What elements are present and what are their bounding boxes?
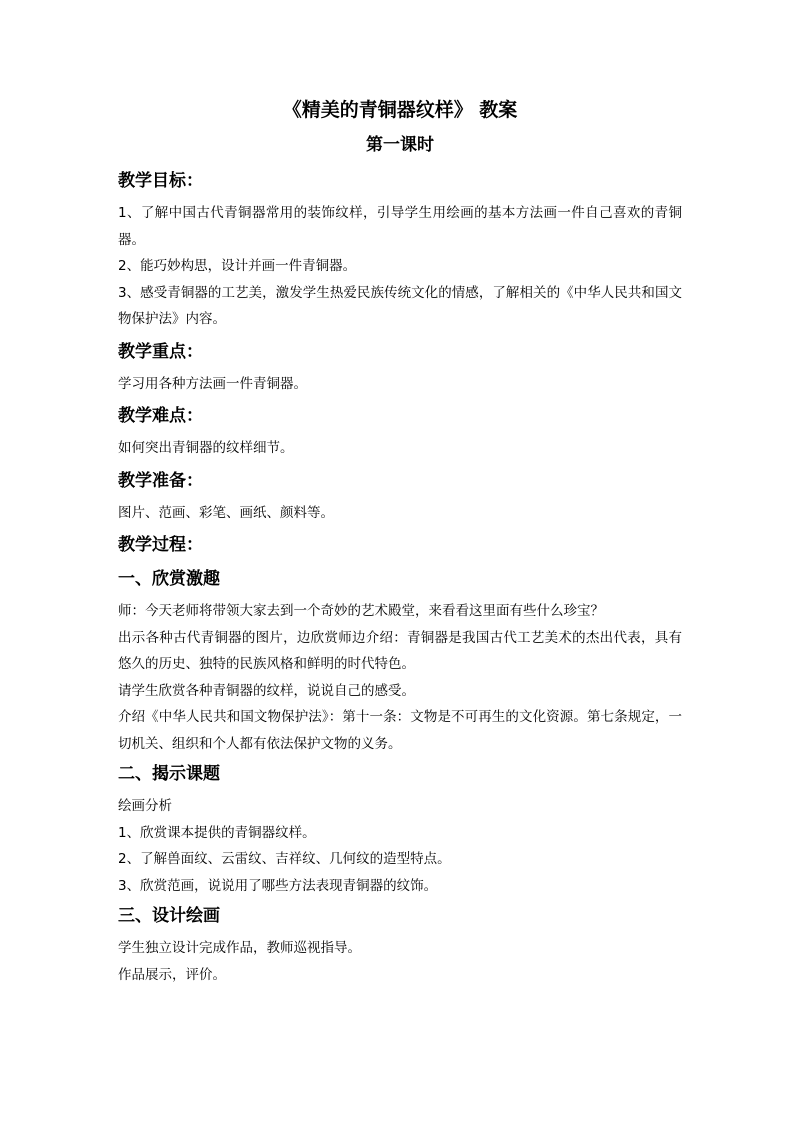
- process-section: [118, 532, 682, 988]
- process-heading: 教学过程：: [118, 535, 203, 555]
- step-paragraph: 作品展示，评价。: [118, 966, 226, 983]
- objective-item: 3、感受青铜器的工艺美，激发学生热爱民族传统文化的情感，了解相关的《中华人民共和国文物保护法》内容。: [118, 284, 682, 327]
- step-paragraph: 介绍《中华人民共和国文物保护法》：第十一条：文物是不可再生的文化资源。第七条规定，一切机关、组织和个人都有依法保护文物的义务。: [118, 709, 682, 752]
- process-step-design: [118, 903, 682, 988]
- document-title: 《精美的青铜器纹样》 教案: [282, 99, 518, 121]
- step-paragraph: 绘画分析: [118, 798, 172, 814]
- preparation-section: [118, 468, 682, 527]
- objective-item: 1、了解中国古代青铜器常用的装饰纹样，引导学生用绘画的基本方法画一件自己喜欢的青铜器。: [118, 205, 682, 248]
- step-heading: 三、设计绘画: [118, 906, 220, 926]
- step-heading: 一、欣赏激趣: [118, 569, 220, 589]
- step-heading: 二、揭示课题: [118, 764, 220, 784]
- objectives-section: [118, 168, 682, 333]
- difficulties-text: 如何突出青铜器的纹样细节。: [118, 440, 294, 456]
- step-paragraph: 2、了解兽面纹、云雷纹、吉祥纹、几何纹的造型特点。: [118, 851, 451, 867]
- key-points-section: [118, 339, 682, 398]
- preparation-text: 图片、范画、彩笔、画纸、颜料等。: [118, 504, 334, 521]
- key-points-heading: 教学重点：: [118, 341, 203, 362]
- difficulties-section: [118, 403, 682, 462]
- key-points-text: 学习用各种方法画一件青铜器。: [118, 375, 307, 392]
- step-paragraph: 3、欣赏范画，说说用了哪些方法表现青铜器的纹饰。: [118, 877, 438, 894]
- objectives-heading: 教学目标：: [118, 171, 203, 191]
- objective-item: 2、能巧妙构思，设计并画一件青铜器。: [118, 258, 357, 274]
- step-paragraph: 请学生欣赏各种青铜器的纹样，说说自己的感受。: [118, 682, 415, 699]
- difficulties-heading: 教学难点：: [118, 406, 203, 426]
- step-paragraph: 师：今天老师将带领大家去到一个奇妙的艺术殿堂，来看看这里面有些什么珍宝？: [118, 603, 604, 619]
- step-paragraph: 出示各种古代青铜器的图片，边欣赏师边介绍：青铜器是我国古代工艺美术的杰出代表，具有悠久的历史、独特的民族风格和鲜明的时代特色。: [118, 629, 682, 672]
- process-step-topic: [118, 761, 682, 899]
- step-paragraph: 学生独立设计完成作品，教师巡视指导。: [118, 940, 361, 956]
- step-paragraph: 1、欣赏课本提供的青铜器纹样。: [118, 824, 316, 841]
- process-step-appreciation: [118, 566, 682, 757]
- preparation-heading: 教学准备：: [118, 470, 203, 491]
- document-subtitle: 第一课时: [366, 135, 434, 155]
